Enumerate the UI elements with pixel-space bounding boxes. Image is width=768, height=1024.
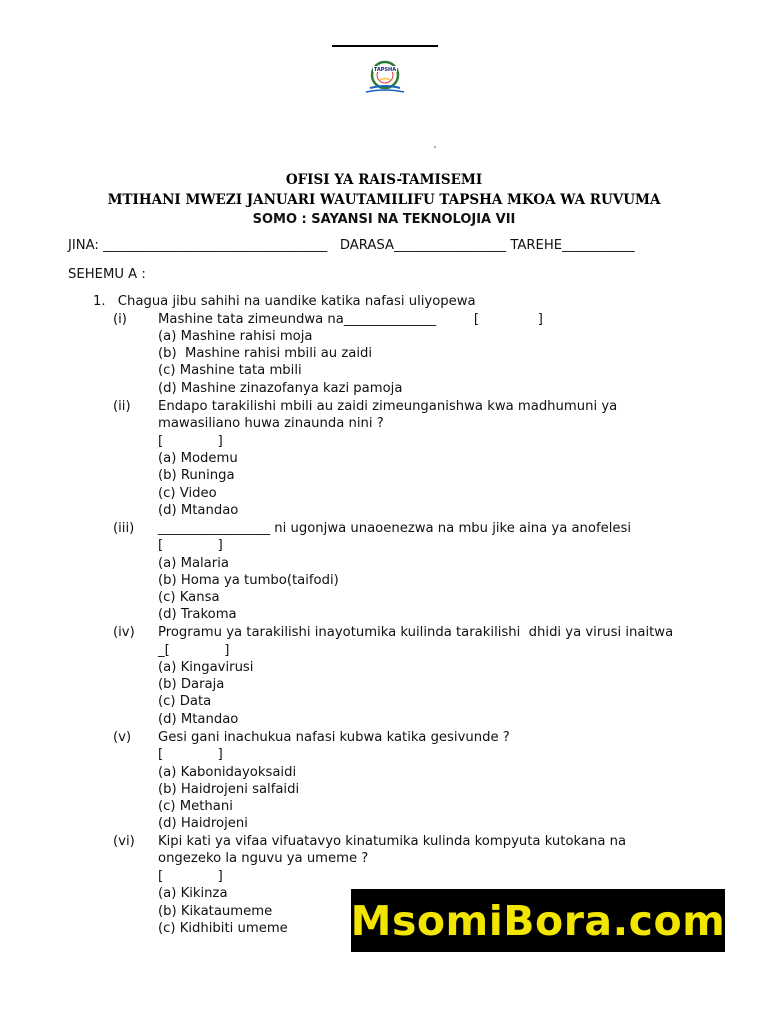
item-vi-answer-bracket: [ ]	[158, 869, 223, 884]
item-v-option-b: (b) Haidrojeni salfaidi	[158, 782, 300, 797]
question-instruction: Chagua jibu sahihi na uandike katika nafasi uliyopewa	[117, 294, 476, 309]
item-v-option-d: (d) Haidrojeni	[158, 816, 248, 831]
item-iii-option-c: (c) Kansa	[158, 590, 220, 605]
item-iii-option-d: (d) Trakoma	[158, 607, 237, 622]
tapsha-logo	[354, 58, 416, 98]
item-ii-option-a: (a) Modemu	[158, 451, 238, 466]
item-ii-option-c: (c) Video	[158, 486, 217, 501]
office-title: OFISI YA RAIS-TAMISEMI	[285, 172, 483, 188]
item-ii-option-d: (d) Mtandao	[158, 503, 239, 518]
item-i-option-a: (a) Mashine rahisi moja	[158, 329, 313, 344]
item-iv-answer-bracket: _[ ]	[158, 643, 230, 658]
question-1	[93, 294, 476, 309]
item-v-option-c: (c) Methani	[158, 799, 233, 814]
header-rule	[332, 45, 438, 47]
item-iv-number: (iv)	[113, 625, 135, 640]
item-iii-option-b: (b) Homa ya tumbo(taifodi)	[158, 573, 339, 588]
item-iii-answer-bracket: [ ]	[158, 538, 223, 553]
item-vi-stem: Kipi kati ya vifaa vifuatavyo kinatumika kulinda kompyuta kutokana na	[158, 834, 627, 849]
item-i-number: (i)	[113, 312, 127, 327]
item-iii-option-a: (a) Malaria	[158, 556, 229, 571]
item-ii-number: (ii)	[113, 399, 131, 414]
item-i-option-b: (b) Mashine rahisi mbili au zaidi	[158, 346, 373, 361]
watermark-text: MsomiBora.com	[350, 896, 726, 945]
item-iii-number: (iii)	[113, 521, 135, 536]
item-i-option-c: (c) Mashine tata mbili	[158, 363, 302, 378]
subject-title: SOMO : SAYANSI NA TEKNOLOJIA VII	[252, 212, 516, 227]
item-vi-option-c: (c) Kidhibiti umeme	[158, 921, 288, 936]
question-number: 1.	[93, 294, 106, 309]
item-ii-option-b: (b) Runinga	[158, 468, 235, 483]
item-iv-option-c: (c) Data	[158, 694, 212, 709]
exam-title: MTIHANI MWEZI JANUARI WAUTAMILIFU TAPSHA MKOA WA RUVUMA	[107, 192, 661, 208]
item-iv-option-a: (a) Kingavirusi	[158, 660, 254, 675]
student-info-line: JINA: __________________________________ DARASA_________________ TAREHE___________	[68, 238, 635, 253]
item-iv-option-d: (d) Mtandao	[158, 712, 239, 727]
item-ii-stem: Endapo tarakilishi mbili au zaidi zimeunganishwa kwa madhumuni ya	[158, 399, 618, 414]
item-i-stem: Mashine tata zimeundwa na______________ [ ]	[158, 312, 543, 327]
item-iii-stem: _________________ ni ugonjwa unaoenezwa na mbu jike aina ya anofelesi	[158, 521, 632, 536]
msomibora-watermark	[351, 889, 725, 952]
item-ii-answer-bracket: [ ]	[158, 434, 223, 449]
item-v-answer-bracket: [ ]	[158, 747, 223, 762]
item-ii-stem-cont: mawasiliano huwa zinaunda nini ?	[158, 416, 384, 431]
item-vi-number: (vi)	[113, 834, 135, 849]
item-vi-stem-cont: ongezeko la nguvu ya umeme ?	[158, 851, 369, 866]
item-iv-option-b: (b) Daraja	[158, 677, 225, 692]
item-vi-option-b: (b) Kikataumeme	[158, 904, 273, 919]
section-heading: SEHEMU A :	[68, 267, 146, 282]
item-v-stem: Gesi gani inachukua nafasi kubwa katika gesivunde ?	[158, 730, 510, 745]
item-v-option-a: (a) Kabonidayoksaidi	[158, 765, 297, 780]
speck	[434, 146, 436, 148]
item-iv-stem: Programu ya tarakilishi inayotumika kuilinda tarakilishi dhidi ya virusi inaitwa	[158, 625, 674, 640]
item-v-number: (v)	[113, 730, 132, 745]
svg-text:TAPSHA: TAPSHA	[373, 67, 397, 73]
item-vi-option-a: (a) Kikinza	[158, 886, 228, 901]
item-i-option-d: (d) Mashine zinazofanya kazi pamoja	[158, 381, 403, 396]
